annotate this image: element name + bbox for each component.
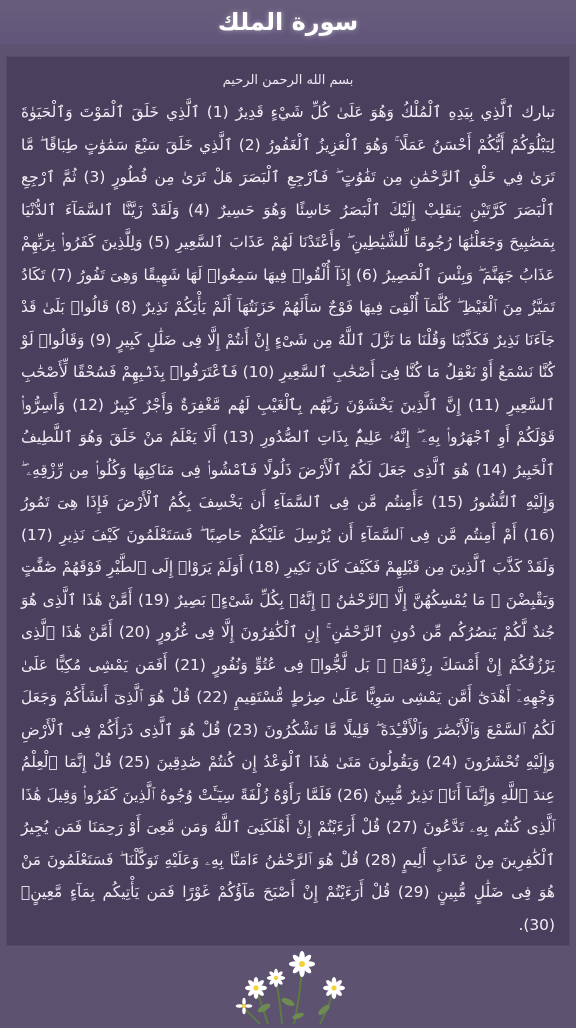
daisy-flowers-icon bbox=[224, 946, 354, 1024]
basmala: بسم الله الرحمن الرحيم bbox=[222, 73, 354, 88]
surah-text: تبارك ٱلَّذِي بِيَدِهِ ٱلْمُلْكُ وَهُوَ عَلَىٰ كُلِّ شَيْءٍ قَدِيرٌ (1) ٱلَّذِي خَلَقَ ٱلْمَوْتَ وَٱلْحَيَوٰةَ لِيَبْلُوَكُمْ أَيُّكُمْ أَحْسَنُ عَمَلًا ۚ وَهُوَ ٱلْعَزِيزُ ٱلْغَفُورُ (2) ٱلَّذِي خَلَقَ سَبْعَ سَمَٰوَٰتٍ طِبَاقًا ۖ مَّا تَرَىٰ فِي خَلْقِ ٱلرَّحْمَٰنِ مِن تَفَٰوُتٍ ۖ فَٱرْجِعِ ٱلْبَصَرَ هَلْ تَرَىٰ مِن فُطُورٍ (3) ثُمَّ ٱرْجِعِ ٱلْبَصَرَ كَرَّتَيْنِ يَنقَلِبْ إِلَيْكَ ٱلْبَصَرُ خَاسِئًا وَهُوَ حَسِيرٌ (4) وَلَقَدْ زَيَّنَّا ٱلسَّمَآءَ ٱلدُّنْيَا بِمَصَٰبِيحَ وَجَعَلْنَٰهَا رُجُومًا لِّلشَّيَٰطِينِ ۖ وَأَعْتَدْنَا لَهُمْ عَذَابَ ٱلسَّعِيرِ (5) وَلِلَّذِينَ كَفَرُوا۟ بِرَبِّهِمْ عَذَابُ جَهَنَّمَ ۖ وَبِئْسَ ٱلْمَصِيرُ (6) إِذَآ أُلْقُوا۟ فِيهَا سَمِعُوا۟ لَهَا شَهِيقًا وَهِىَ تَفُورُ (7) تَكَادُ تَمَيَّزُ مِنَ ٱلْغَيْظِ ۖ كُلَّمَآ أُلْقِىَ فِيهَا فَوْجٌ سَأَلَهُمْ خَزَنَتُهَآ أَلَمْ يَأْتِكُمْ نَذِيرٌ (8) قَالُوا۟ بَلَىٰ قَدْ جَآءَنَا نَذِيرٌ فَكَذَّبْنَا وَقُلْنَا مَا نَزَّلَ ٱللَّهُ مِن شَىْءٍ إِنْ أَنتُمْ إِلَّا فِى ضَلَٰلٍ كَبِيرٍ (9) وَقَالُوا۟ لَوْ كُنَّا نَسْمَعُ أَوْ نَعْقِلُ مَا كُنَّا فِىٓ أَصْحَٰبِ ٱلسَّعِيرِ (10) فَٱعْتَرَفُوا۟ بِذَنۢبِهِمْ فَسُحْقًا لِّأَصْحَٰبِ ٱلسَّعِيرِ (11) إِنَّ ٱلَّذِينَ يَخْشَوْنَ رَبَّهُم بِٱلْغَيْبِ لَهُم مَّغْفِرَةٌ وَأَجْرٌ كَبِيرٌ (12) وَأَسِرُّوا۟ قَوْلَكُمْ أَوِ ٱجْهَرُوا۟ بِهِۦٓ ۖ إِنَّهُۥ عَلِيمٌۢ بِذَاتِ ٱلصُّدُورِ (13) أَلَا يَعْلَمُ مَنْ خَلَقَ وَهُوَ ٱللَّطِيفُ ٱلْخَبِيرُ (14) هُوَ ٱلَّذِى جَعَلَ لَكُمُ ٱلْأَرْضَ ذَلُولًا فَٱمْشُوا۟ فِى مَنَاكِبِهَا وَكُلُوا۟ مِن رِّزْقِهِۦ ۖ وَإِلَيْهِ ٱلنُّشُورُ (15) ءَأَمِنتُم مَّن فِى ٱلسَّمَآءِ أَن يَخْسِفَ بِكُمُ ٱلْأَرْضَ فَإِذَا هِىَ تَمُورُ (16) أَمْ أَمِنتُم مَّن فِى ٱلسَّمَآءِ أَن يُرْسِلَ عَلَيْكُمْ حَاصِبًا ۖ فَسَتَعْلَمُونَ كَيْفَ نَذِيرِ (17) وَلَقَدْ كَذَّبَ ٱلَّذِينَ مِن قَبْلِهِمْ فَكَيْفَ كَانَ نَكِيرِ (18) أَوَلَمْ يَرَوْا۟ إِلَى ٱلطَّيْرِ فَوْقَهُمْ صَٰٓفَّٰتٍ وَيَقْبِضْنَ ۚ مَا يُمْسِكُهُنَّ إِلَّا ٱلرَّحْمَٰنُ ۚ إِنَّهُۥ بِكُلِّ شَىْءٍۭ بَصِيرٌ (19) أَمَّنْ هَٰذَا ٱلَّذِى هُوَ جُندٌ لَّكُمْ يَنصُرُكُم مِّن دُونِ ٱلرَّحْمَٰنِ ۚ إِنِ ٱلْكَٰفِرُونَ إِلَّا فِى غُرُورٍ (20) أَمَّنْ هَٰذَا ٱلَّذِى يَرْزُقُكُمْ إِنْ أَمْسَكَ رِزْقَهُۥ ۚ بَل لَّجُّوا۟ فِى عُتُوٍّ وَنُفُورٍ (21) أَفَمَن يَمْشِى مُكِبًّا عَلَىٰ وَجْهِهِۦٓ أَهْدَىٰٓ أَمَّن يَمْشِى سَوِيًّا عَلَىٰ صِرَٰطٍ مُّسْتَقِيمٍ (22) قُلْ هُوَ ٱلَّذِىٓ أَنشَأَكُمْ وَجَعَلَ لَكُمُ ٱلسَّمْعَ وَٱلْأَبْصَٰرَ وَٱلْأَفْـِٔدَةَ ۖ قَلِيلًا مَّا تَشْكُرُونَ (23) قُلْ هُوَ ٱلَّذِى ذَرَأَكُمْ فِى ٱلْأَرْضِ وَإِلَيْهِ تُحْشَرُونَ (24) وَيَقُولُونَ مَتَىٰ هَٰذَا ٱلْوَعْدُ إِن كُنتُمْ صَٰدِقِينَ (25) قُلْ إِنَّمَا ٱلْعِلْمُ عِندَ ٱللَّهِ وَإِنَّمَآ أَنَا۠ نَذِيرٌ مُّبِينٌ (26) فَلَمَّا رَأَوْهُ زُلْفَةً سِيٓـَٔتْ وُجُوهُ ٱلَّذِينَ كَفَرُوا۟ وَقِيلَ هَٰذَا ٱلَّذِى كُنتُم بِهِۦ تَدَّعُونَ (27) قُلْ أَرَءَيْتُمْ إِنْ أَهْلَكَنِىَ ٱللَّهُ وَمَن مَّعِىَ أَوْ رَحِمَنَا فَمَن يُجِيرُ ٱلْكَٰفِرِينَ مِنْ عَذَابٍ أَلِيمٍ (28) قُلْ هُوَ ٱلرَّحْمَٰنُ ءَامَنَّا بِهِۦ وَعَلَيْهِ تَوَكَّلْنَا ۖ فَسَتَعْلَمُونَ مَنْ هُوَ فِى ضَلَٰلٍ مُّبِينٍ (29) قُلْ أَرَءَيْتُمْ إِنْ أَصْبَحَ مَآؤُكُمْ غَوْرًا فَمَن يَأْتِيكُم بِمَآءٍ مَّعِينٍۭ (30). bbox=[21, 103, 556, 934]
surah-text-panel bbox=[6, 56, 570, 946]
page-title: سورة الملك bbox=[217, 8, 359, 36]
title-bar bbox=[0, 0, 576, 44]
